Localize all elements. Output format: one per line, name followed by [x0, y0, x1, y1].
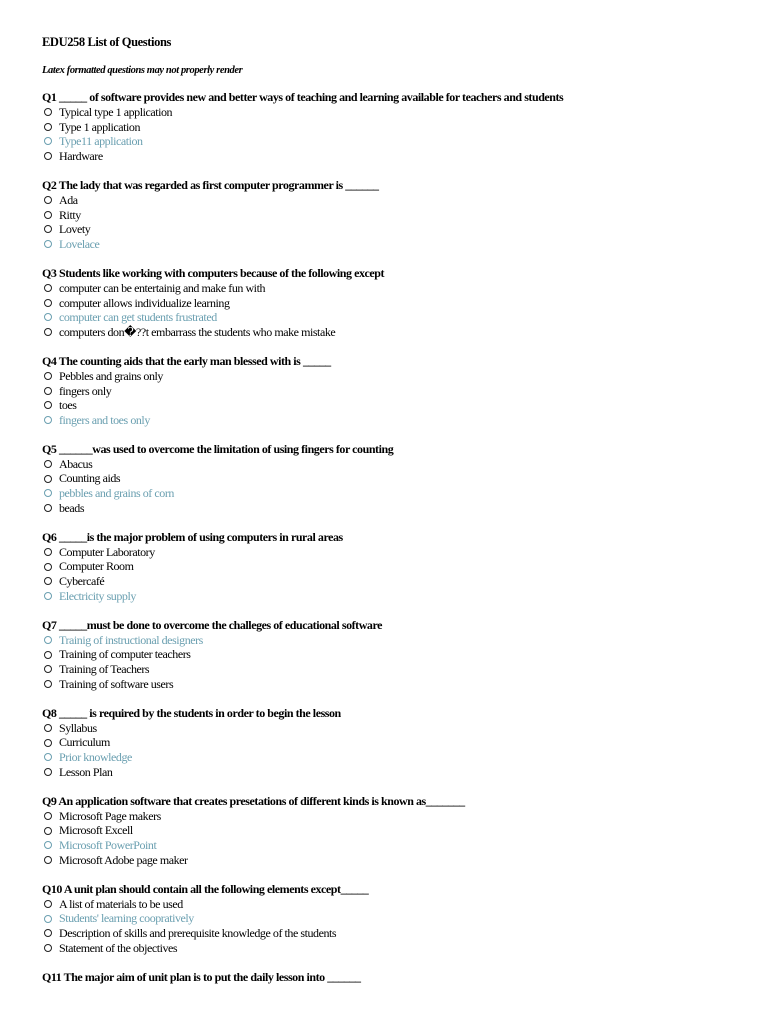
question-text: Q11 The major aim of unit plan is to put the daily lesson into ______: [42, 969, 361, 984]
answer-option[interactable]: [42, 384, 752, 399]
question-text: Q8 _____ is required by the students in order to begin the lesson: [42, 705, 341, 720]
radio-button-icon[interactable]: [44, 299, 52, 307]
answer-option[interactable]: [42, 677, 752, 692]
radio-button-icon[interactable]: [44, 841, 52, 849]
radio-button-icon[interactable]: [44, 387, 52, 395]
radio-button-icon[interactable]: [44, 739, 52, 747]
option-label: pebbles and grains of corn: [59, 486, 174, 501]
answer-option[interactable]: [42, 823, 752, 838]
radio-button-icon[interactable]: [44, 944, 52, 952]
answer-option[interactable]: [42, 926, 752, 941]
answer-option[interactable]: [42, 281, 752, 296]
option-label: Lovelace: [59, 236, 100, 251]
option-label: Students' learning coopratively: [59, 911, 194, 926]
radio-button-icon[interactable]: [44, 753, 52, 761]
answer-option[interactable]: [42, 941, 752, 956]
question-block: [42, 970, 752, 985]
option-label: Computer Room: [59, 559, 134, 574]
question-text: Q6 _____is the major problem of using computers in rural areas: [42, 529, 343, 544]
question-block: [42, 442, 752, 515]
answer-option[interactable]: [42, 721, 752, 736]
answer-option-correct[interactable]: [42, 750, 752, 765]
option-label: Type 1 application: [59, 119, 141, 134]
question-list: [42, 90, 752, 985]
question-block: [42, 618, 752, 691]
option-label: A list of materials to be used: [59, 896, 183, 911]
option-label: Training of Teachers: [59, 662, 150, 676]
answer-option[interactable]: [42, 559, 752, 574]
radio-button-icon[interactable]: [44, 504, 52, 512]
radio-button-icon[interactable]: [44, 137, 52, 145]
option-label: Computer Laboratory: [59, 544, 155, 559]
answer-option[interactable]: [42, 105, 752, 120]
answer-option-correct[interactable]: [42, 486, 752, 501]
option-label: Lovety: [59, 222, 91, 237]
answer-option[interactable]: [42, 398, 752, 413]
question-block: [42, 530, 752, 603]
option-label: Training of software users: [59, 676, 174, 691]
question-block: [42, 354, 752, 427]
answer-option[interactable]: [42, 735, 752, 750]
answer-option[interactable]: [42, 296, 752, 311]
answer-option[interactable]: [42, 208, 752, 223]
radio-button-icon[interactable]: [44, 475, 52, 483]
radio-button-icon[interactable]: [44, 401, 52, 409]
question-text: Q5 ______was used to overcome the limitation of using fingers for counting: [42, 441, 394, 456]
radio-button-icon[interactable]: [44, 651, 52, 659]
document-title: EDU258 List of Questions: [42, 35, 171, 49]
answer-option[interactable]: [42, 853, 752, 868]
answer-option[interactable]: [42, 501, 752, 516]
radio-button-icon[interactable]: [44, 577, 52, 585]
question-text: Q9 An application software that creates presetations of different kinds is known as_______: [42, 793, 465, 808]
question-block: [42, 882, 752, 955]
question-text: Q10 A unit plan should contain all the following elements except_____: [42, 881, 369, 896]
answer-option[interactable]: [42, 809, 752, 824]
radio-button-icon[interactable]: [44, 856, 52, 864]
answer-option[interactable]: [42, 325, 752, 340]
radio-button-icon[interactable]: [44, 900, 52, 908]
question-block: [42, 706, 752, 779]
option-label: Prior knowledge: [59, 749, 132, 764]
answer-option[interactable]: [42, 471, 752, 486]
option-label: Microsoft Excell: [59, 823, 133, 838]
radio-button-icon[interactable]: [44, 108, 52, 116]
option-label: Lesson Plan: [59, 764, 113, 779]
question-block: [42, 266, 752, 339]
radio-button-icon[interactable]: [44, 416, 52, 424]
option-label: Trainig of instructional designers: [59, 632, 203, 647]
answer-option[interactable]: [42, 765, 752, 780]
option-label: toes: [59, 398, 77, 413]
option-label: fingers only: [59, 383, 112, 398]
option-label: Ritty: [59, 207, 81, 222]
answer-option[interactable]: [42, 120, 752, 135]
radio-button-icon[interactable]: [44, 636, 52, 644]
option-label: Syllabus: [59, 720, 97, 735]
answer-option-correct[interactable]: [42, 134, 752, 149]
option-label: Counting aids: [59, 471, 121, 486]
option-label: Description of skills and prerequisite knowledge of the students: [59, 925, 337, 940]
answer-option[interactable]: [42, 662, 752, 677]
radio-button-icon[interactable]: [44, 211, 52, 219]
radio-button-icon[interactable]: [44, 563, 52, 571]
radio-button-icon[interactable]: [44, 372, 52, 380]
radio-button-icon[interactable]: [44, 665, 52, 673]
option-label: Cybercafé: [59, 574, 105, 589]
option-label: Abacus: [59, 456, 93, 471]
option-label: computer can get students frustrated: [59, 310, 217, 325]
question-text: Q2 The lady that was regarded as first computer programmer is ______: [42, 177, 379, 192]
question-text: Q7 _____must be done to overcome the challeges of educational software: [42, 617, 383, 632]
option-label: Ada: [59, 192, 78, 207]
question-block: [42, 178, 752, 251]
radio-button-icon[interactable]: [44, 827, 52, 835]
option-label: Type11 application: [59, 134, 143, 149]
question-block: [42, 794, 752, 867]
radio-button-icon[interactable]: [44, 196, 52, 204]
radio-button-icon[interactable]: [44, 284, 52, 292]
answer-option[interactable]: [42, 897, 752, 912]
render-note: Latex formatted questions may not properly render: [42, 65, 243, 76]
option-label: fingers and toes only: [59, 412, 150, 427]
radio-button-icon[interactable]: [44, 313, 52, 321]
option-label: Pebbles and grains only: [59, 368, 163, 383]
answer-option[interactable]: [42, 545, 752, 560]
radio-button-icon[interactable]: [44, 768, 52, 776]
question-text: Q1 _____ of software provides new and better ways of teaching and learning available for teachers and students: [42, 90, 564, 104]
option-label: computer can be entertainig and make fun with: [59, 280, 265, 295]
option-label: Hardware: [59, 148, 103, 163]
radio-button-icon[interactable]: [44, 240, 52, 248]
radio-button-icon[interactable]: [44, 123, 52, 131]
radio-button-icon[interactable]: [44, 929, 52, 937]
option-label: Electricity supply: [59, 588, 136, 603]
radio-button-icon[interactable]: [44, 915, 52, 923]
question-text: Q4 The counting aids that the early man blessed with is _____: [42, 353, 331, 368]
answer-option-correct[interactable]: [42, 310, 752, 325]
answer-option[interactable]: [42, 222, 752, 237]
option-label: Statement of the objectives: [59, 940, 178, 955]
question-block: [42, 90, 752, 163]
option-label: Microsoft PowerPoint: [59, 837, 157, 852]
question-text: Q3 Students like working with computers because of the following except: [42, 265, 385, 280]
document-page: [42, 34, 752, 985]
option-label: computers don�??t embarrass the students who make mistake: [59, 324, 336, 339]
answer-option-correct[interactable]: [42, 237, 752, 252]
option-label: Typical type 1 application: [59, 105, 173, 119]
radio-button-icon[interactable]: [44, 460, 52, 468]
option-label: beads: [59, 500, 85, 515]
answer-option-correct[interactable]: [42, 633, 752, 648]
option-label: Microsoft Page makers: [59, 808, 161, 823]
answer-option-correct[interactable]: [42, 413, 752, 428]
answer-option[interactable]: [42, 369, 752, 384]
answer-option-correct[interactable]: [42, 838, 752, 853]
answer-option[interactable]: [42, 457, 752, 472]
option-label: computer allows individualize learning: [59, 295, 230, 310]
answer-option[interactable]: [42, 149, 752, 164]
answer-option-correct[interactable]: [42, 589, 752, 604]
radio-button-icon[interactable]: [44, 548, 52, 556]
radio-button-icon[interactable]: [44, 225, 52, 233]
option-label: Curriculum: [59, 735, 110, 750]
radio-button-icon[interactable]: [44, 489, 52, 497]
radio-button-icon[interactable]: [44, 592, 52, 600]
radio-button-icon[interactable]: [44, 724, 52, 732]
option-label: Training of computer teachers: [59, 647, 191, 662]
answer-option[interactable]: [42, 574, 752, 589]
answer-option-correct[interactable]: [42, 911, 752, 926]
option-label: Microsoft Adobe page maker: [59, 852, 188, 867]
radio-button-icon[interactable]: [44, 328, 52, 336]
radio-button-icon[interactable]: [44, 680, 52, 688]
answer-option[interactable]: [42, 647, 752, 662]
answer-option[interactable]: [42, 193, 752, 208]
radio-button-icon[interactable]: [44, 812, 52, 820]
radio-button-icon[interactable]: [44, 152, 52, 160]
